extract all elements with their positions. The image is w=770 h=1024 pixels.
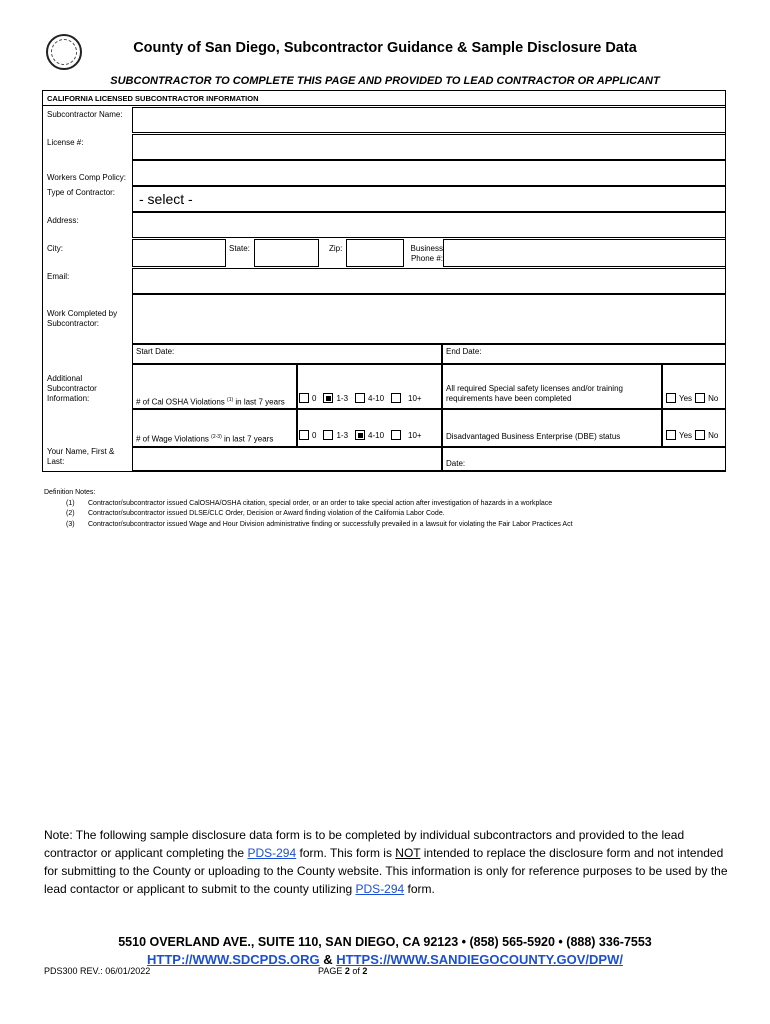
osha-checkbox-4-10[interactable] — [355, 393, 365, 403]
footer-address: 5510 OVERLAND AVE., SUITE 110, SAN DIEGO, CA 92123 • (858) 565-5920 • (888) 336-7553 — [118, 935, 652, 949]
page-number: PAGE 2 of 2 — [318, 966, 368, 976]
label-your-name: Your Name, First & Last: — [47, 447, 115, 466]
label-state: State: — [229, 244, 250, 253]
label-end-date: End Date: — [446, 347, 482, 356]
definition-item: (1) Contractor/subcontractor issued CalOSHA/OSHA citation, special order, or an order to take special action after investigation of hazards in a workplace — [66, 499, 553, 507]
label-wage: # of Wage Violations $^{(2-3)}$ in last 7 years — [136, 434, 274, 444]
label-email: Email: — [47, 272, 70, 281]
definition-item: (3) Contractor/subcontractor issued Wage and Hour Division administrative finding or successfully prevailed in a lawsuit for violating the Fair Labor Practices Act — [66, 520, 573, 528]
osha-checkbox-1-3[interactable] — [323, 393, 333, 403]
wage-checkbox-1-3[interactable] — [323, 430, 333, 440]
reference-note: Note: The following sample disclosure data form is to be completed by individual subcontractors and provided to the lead contractor or applicant completing the PDS-294 form. This form is NOT intended to replace the disclosure form and not intended for submitting to the County or uploading to the County website. This information is only for reference purposes to be used by the lead contactor or applicant to submit to the county utilizing PDS-294 form. — [44, 828, 728, 896]
dbe-yesno: Yes No — [666, 430, 718, 440]
definition-notes — [44, 488, 573, 530]
label-additional-info: Additional Subcontractor Information: — [47, 374, 97, 403]
safety-yes-checkbox[interactable] — [666, 393, 676, 403]
dbe-no-checkbox[interactable] — [695, 430, 705, 440]
work-completed-field[interactable] — [132, 294, 726, 344]
phone-field[interactable] — [443, 239, 726, 267]
label-license: License #: — [47, 138, 84, 147]
section-header: CALIFORNIA LICENSED SUBCONTRACTOR INFORMATION — [47, 94, 259, 103]
definition-item: (2) Contractor/subcontractor issued DLSE/CLC Order, Decision or Award finding violation of the California Labor Code. — [66, 510, 445, 517]
label-start-date: Start Date: — [136, 347, 175, 356]
label-phone: Business Phone #: — [410, 244, 443, 263]
pds-294-link-2[interactable]: PDS-294 — [355, 882, 405, 896]
label-city: City: — [47, 244, 63, 253]
email-field[interactable] — [132, 268, 726, 294]
wage-checkbox-10plus[interactable] — [391, 430, 401, 440]
start-date-field[interactable] — [132, 344, 442, 364]
label-date: Date: — [446, 459, 466, 468]
dbe-yes-checkbox[interactable] — [666, 430, 676, 440]
revision-label: PDS300 REV.: 06/01/2022 — [44, 966, 151, 976]
address-field[interactable] — [132, 212, 726, 238]
label-dbe: Disadvantaged Business Enterprise (DBE) status — [446, 432, 621, 441]
label-type: Type of Contractor: — [47, 188, 116, 197]
name-field[interactable] — [132, 107, 726, 133]
state-field[interactable] — [254, 239, 319, 267]
label-safety: All required Special safety licenses and/or training requirements have been completed — [446, 384, 623, 403]
workers-comp-field[interactable] — [132, 160, 726, 186]
zip-field[interactable] — [346, 239, 404, 267]
footer-links: HTTP://WWW.SDCPDS.ORG & HTTPS://WWW.SANDIEGOCOUNTY.GOV/DPW/ — [147, 952, 623, 967]
form-subheading: SUBCONTRACTOR TO COMPLETE THIS PAGE AND PROVIDED TO LEAD CONTRACTOR OR APPLICANT — [110, 75, 660, 87]
license-field[interactable] — [132, 134, 726, 160]
osha-options: 0 1-3 4-10 10+ — [299, 393, 422, 403]
wage-options: 0 1-3 4-10 10+ — [299, 430, 422, 440]
subcontractor-form — [42, 90, 726, 472]
page-title: County of San Diego, Subcontractor Guidance & Sample Disclosure Data — [133, 40, 637, 56]
definitions-heading: Definition Notes: — [44, 489, 96, 496]
label-zip: Zip: — [329, 244, 343, 253]
sdcpds-link[interactable]: HTTP://WWW.SDCPDS.ORG — [147, 952, 320, 967]
wage-checkbox-0[interactable] — [299, 430, 309, 440]
osha-checkbox-0[interactable] — [299, 393, 309, 403]
osha-checkbox-10plus[interactable] — [391, 393, 401, 403]
end-date-field[interactable] — [442, 344, 726, 364]
safety-no-checkbox[interactable] — [695, 393, 705, 403]
city-field[interactable] — [132, 239, 226, 267]
contractor-type-select[interactable]: - select - — [132, 186, 726, 212]
label-osha: # of Cal OSHA Violations $^{(1)}$ in last 7 years — [136, 397, 285, 407]
label-work-completed: Work Completed by Subcontractor: — [47, 309, 118, 328]
dbe-yesno-cell — [662, 409, 726, 447]
pds-294-link[interactable]: PDS-294 — [247, 846, 297, 860]
dpw-link[interactable]: HTTPS://WWW.SANDIEGOCOUNTY.GOV/DPW/ — [336, 952, 623, 967]
wage-options-cell — [297, 409, 442, 447]
signature-date-field[interactable] — [442, 447, 726, 471]
wage-checkbox-4-10[interactable] — [355, 430, 365, 440]
label-name: Subcontractor Name: — [47, 110, 123, 119]
label-workers-comp: Workers Comp Policy: — [47, 173, 126, 182]
label-address: Address: — [47, 216, 79, 225]
safety-yesno: Yes No — [666, 393, 718, 403]
your-name-field[interactable] — [132, 447, 442, 471]
